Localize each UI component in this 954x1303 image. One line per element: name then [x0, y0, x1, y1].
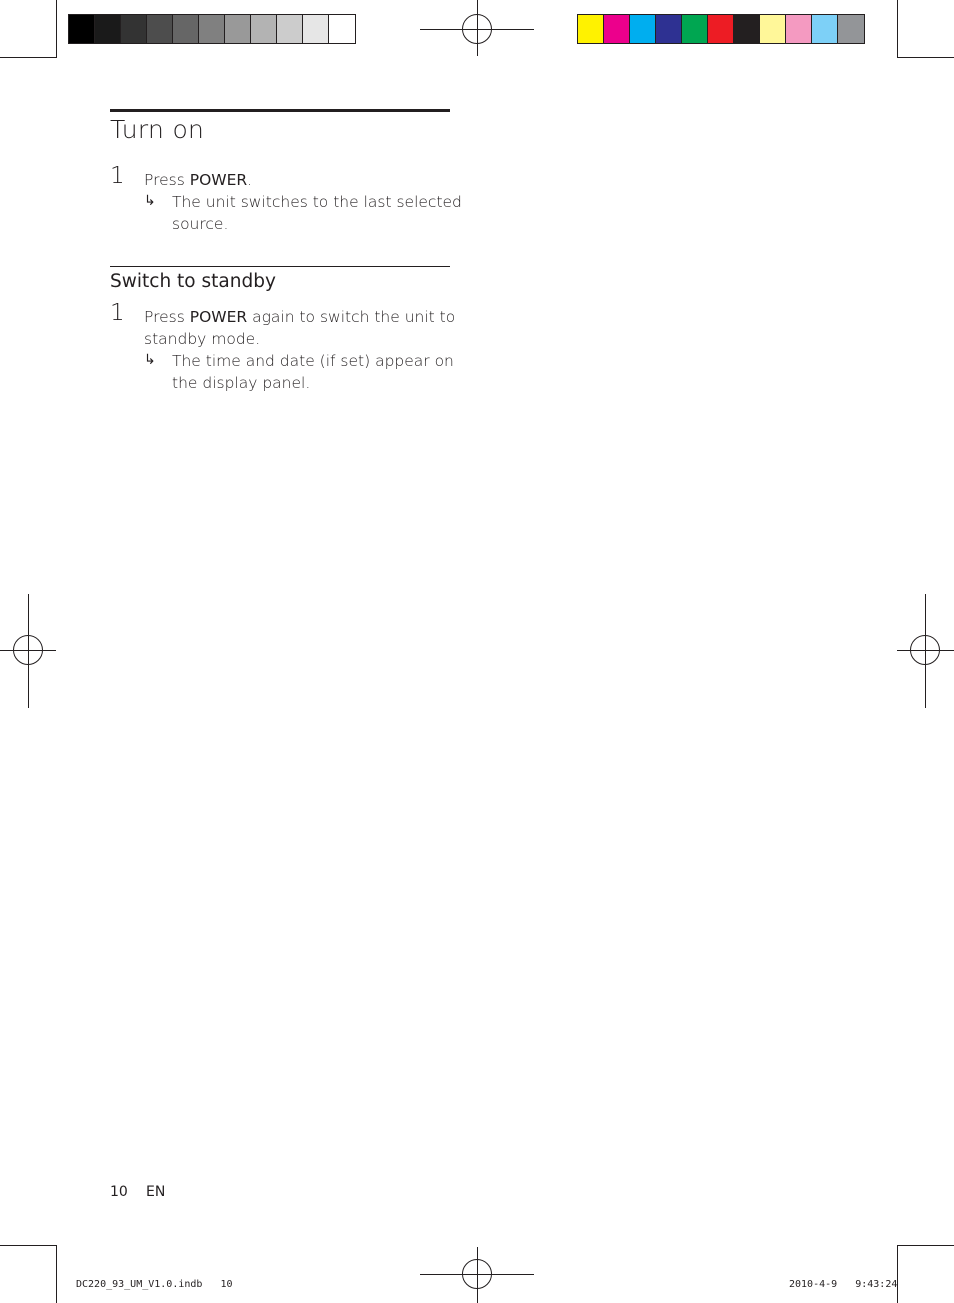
color-calibration-bar	[577, 14, 865, 44]
step-number: 1	[110, 300, 125, 326]
result-arrow-icon: ↳	[144, 193, 156, 209]
section-title-standby: Switch to standby	[110, 271, 276, 292]
page-number: 10	[110, 1184, 128, 1200]
crop-mark-bottom-left-v	[56, 1245, 57, 1303]
gray-swatch	[251, 15, 277, 43]
gray-swatch	[147, 15, 173, 43]
result-text-line1: The unit switches to the last selected	[172, 193, 462, 211]
color-swatch	[838, 15, 864, 43]
result-text-line2: source.	[172, 215, 229, 233]
slug-file-name: DC220_93_UM_V1.0.indb 10	[76, 1279, 233, 1290]
result-arrow-icon: ↳	[144, 352, 156, 368]
step-text-line1: Press POWER again to switch the unit to	[144, 308, 456, 326]
crop-mark-bottom-left-h	[0, 1245, 57, 1246]
crop-mark-top-left-h	[0, 57, 57, 58]
gray-swatch	[199, 15, 225, 43]
gray-swatch	[69, 15, 95, 43]
language-code: EN	[146, 1184, 166, 1200]
gray-swatch	[329, 15, 355, 43]
gray-swatch	[95, 15, 121, 43]
color-swatch	[578, 15, 604, 43]
color-swatch	[708, 15, 734, 43]
crop-mark-bottom-right-v	[897, 1245, 898, 1303]
gray-swatch	[277, 15, 303, 43]
color-swatch	[656, 15, 682, 43]
crop-mark-top-right-v	[897, 0, 898, 58]
crop-mark-top-left-v	[56, 0, 57, 58]
color-swatch	[734, 15, 760, 43]
color-swatch	[682, 15, 708, 43]
crop-mark-top-right-h	[897, 57, 954, 58]
section-rule-thin	[110, 266, 450, 267]
step-number: 1	[110, 163, 125, 189]
color-swatch	[786, 15, 812, 43]
step-text-line2: standby mode.	[144, 330, 261, 348]
slug-timestamp: 2010-4-9 9:43:24	[789, 1279, 898, 1290]
color-swatch	[760, 15, 786, 43]
color-swatch	[630, 15, 656, 43]
section-rule-thick	[110, 109, 450, 112]
gray-swatch	[121, 15, 147, 43]
section-title-turn-on: Turn on	[110, 115, 205, 144]
color-swatch	[812, 15, 838, 43]
gray-swatch	[173, 15, 199, 43]
grayscale-calibration-bar	[68, 14, 356, 44]
color-swatch	[604, 15, 630, 43]
result-text-line1: The time and date (if set) appear on	[172, 352, 454, 370]
gray-swatch	[303, 15, 329, 43]
keyword-power: POWER	[189, 308, 248, 326]
gray-swatch	[225, 15, 251, 43]
result-text-line2: the display panel.	[172, 374, 311, 392]
keyword-power: POWER	[189, 171, 248, 189]
step-text: Press POWER.	[144, 171, 253, 189]
crop-mark-bottom-right-h	[897, 1245, 954, 1246]
